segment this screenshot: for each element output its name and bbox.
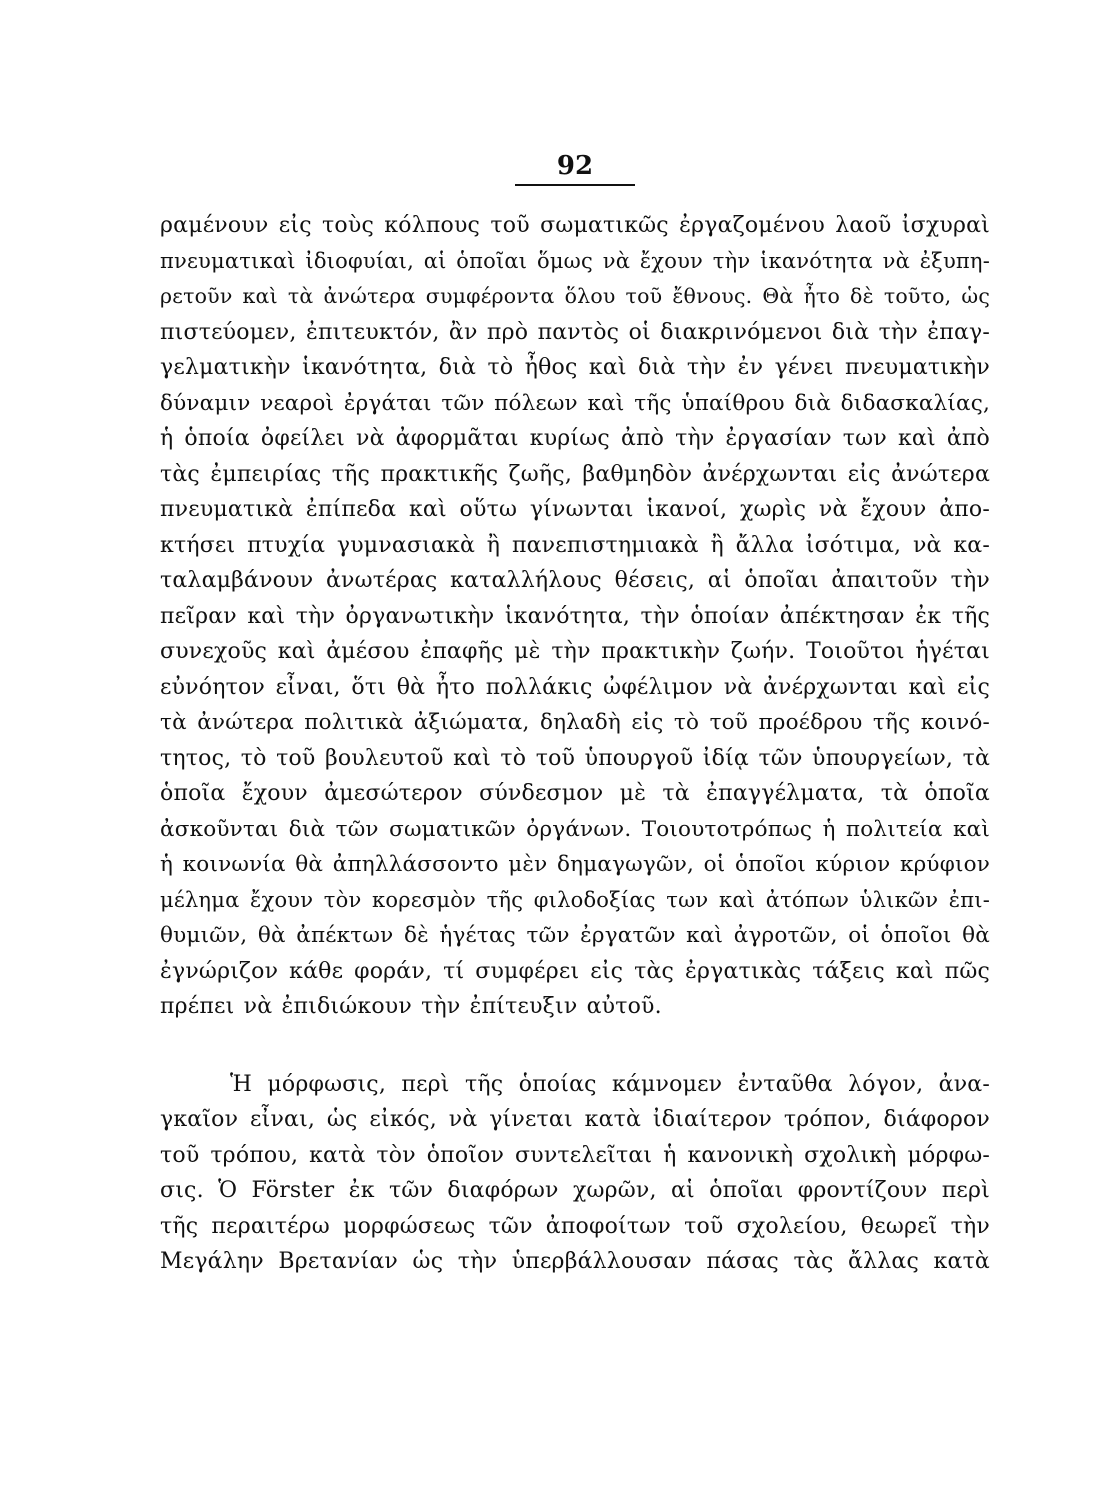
- text-line: Ἡ μόρφωσις, περὶ τῆς ὁποίας κάμνομεν ἐνταῦθα λόγον, ἀνα-: [230, 1071, 990, 1097]
- text-line: πνευματικαὶ ἰδιοφυίαι, αἱ ὁποῖαι ὅμως νὰ ἔχουν τὴν ἱκανότητα νὰ ἐξυπη-: [160, 248, 990, 273]
- text-line: γελματικὴν ἱκανότητα, διὰ τὸ ἦθος καὶ διὰ τὴν ἐν γένει πνευματικὴν: [160, 355, 990, 380]
- text-line: τοῦ τρόπου, κατὰ τὸν ὁποῖον συντελεῖται ἡ κανονικὴ σχολικὴ μόρφω-: [160, 1142, 990, 1168]
- text-line: ταλαμβάνουν ἀνωτέρας καταλλήλους θέσεις, αἱ ὁποῖαι ἀπαιτοῦν τὴν: [160, 568, 990, 593]
- text-line: ὁποῖα ἔχουν ἀμεσώτερον σύνδεσμον μὲ τὰ ἐπαγγέλματα, τὰ ὁποῖα: [160, 781, 990, 806]
- text-line: ραμένουν εἰς τοὺς κόλπους τοῦ σωματικῶς ἐργαζομένου λαοῦ ἰσχυραὶ: [160, 213, 990, 238]
- text-line: πρέπει νὰ ἐπιδιώκουν τὴν ἐπίτευξιν αὐτοῦ.: [160, 994, 662, 1019]
- text-line: τὰ ἀνώτερα πολιτικὰ ἀξιώματα, δηλαδὴ εἰς τὸ τοῦ προέδρου τῆς κοινό-: [160, 710, 990, 735]
- paragraph-1: [160, 208, 990, 1025]
- text-line: συνεχοῦς καὶ ἀμέσου ἐπαφῆς μὲ τὴν πρακτικὴν ζωήν. Τοιοῦτοι ἡγέται: [160, 639, 990, 664]
- text-line: δύναμιν νεαροὶ ἐργάται τῶν πόλεων καὶ τῆς ὑπαίθρου διὰ διδασκαλίας,: [160, 390, 990, 416]
- text-line: ἀσκοῦνται διὰ τῶν σωματικῶν ὀργάνων. Τοιουτοτρόπως ἡ πολιτεία καὶ: [160, 816, 990, 842]
- text-line: ἐγνώριζον κάθε φοράν, τί συμφέρει εἰς τὰς ἐργατικὰς τάξεις καὶ πῶς: [160, 958, 990, 984]
- text-line: ἡ ὁποία ὀφείλει νὰ ἀφορμᾶται κυρίως ἀπὸ τὴν ἐργασίαν των καὶ ἀπὸ: [160, 426, 990, 451]
- page-header: [160, 150, 990, 186]
- text-line: πιστεύομεν, ἐπιτευκτόν, ἂν πρὸ παντὸς οἱ διακρινόμενοι διὰ τὴν ἐπαγ-: [160, 319, 990, 345]
- text-line: τὰς ἐμπειρίας τῆς πρακτικῆς ζωῆς, βαθμηδὸν ἀνέρχωνται εἰς ἀνώτερα: [160, 461, 990, 487]
- text-line: σις. Ὁ Förster ἐκ τῶν διαφόρων χωρῶν, αἱ ὁποῖαι φροντίζουν περὶ: [160, 1178, 990, 1203]
- text-line: ἡ κοινωνία θὰ ἀπηλλάσσοντο μὲν δημαγωγῶν, οἱ ὁποῖοι κύριον κρύφιον: [160, 852, 990, 877]
- text-line: μέλημα ἔχουν τὸν κορεσμὸν τῆς φιλοδοξίας των καὶ ἀτόπων ὑλικῶν ἐπι-: [160, 887, 990, 912]
- text-line: πνευματικὰ ἐπίπεδα καὶ οὕτω γίνωνται ἱκανοί, χωρὶς νὰ ἔχουν ἀπο-: [160, 497, 990, 522]
- text-line: θυμιῶν, θὰ ἀπέκτων δὲ ἡγέτας τῶν ἐργατῶν καὶ ἀγροτῶν, οἱ ὁποῖοι θὰ: [160, 923, 990, 948]
- text-line: τητος, τὸ τοῦ βουλευτοῦ καὶ τὸ τοῦ ὑπουργοῦ ἰδίᾳ τῶν ὑπουργείων, τὰ: [160, 745, 990, 771]
- text-line: τῆς περαιτέρω μορφώσεως τῶν ἀποφοίτων τοῦ σχολείου, θεωρεῖ τὴν: [160, 1213, 990, 1239]
- text-line: πεῖραν καὶ τὴν ὀργανωτικὴν ἱκανότητα, τὴν ὁποίαν ἀπέκτησαν ἐκ τῆς: [160, 603, 990, 629]
- page-content: [160, 150, 990, 1280]
- text-line: κτήσει πτυχία γυμνασιακὰ ἢ πανεπιστημιακὰ ἢ ἄλλα ἰσότιμα, νὰ κα-: [160, 532, 990, 558]
- page-number: 92: [556, 151, 594, 181]
- page-number-rule: [515, 184, 635, 186]
- paragraph-2: [160, 1067, 990, 1280]
- text-line: εὐνόητον εἶναι, ὅτι θὰ ἦτο πολλάκις ὠφέλιμον νὰ ἀνέρχωνται καὶ εἰς: [160, 674, 990, 700]
- text-line: ρετοῦν καὶ τὰ ἀνώτερα συμφέροντα ὅλου τοῦ ἔθνους. Θὰ ἦτο δὲ τοῦτο, ὡς: [160, 284, 990, 308]
- text-line: Μεγάλην Βρετανίαν ὡς τὴν ὑπερβάλλουσαν πάσας τὰς ἄλλας κατὰ: [160, 1249, 990, 1274]
- text-line: γκαῖον εἶναι, ὡς εἰκός, νὰ γίνεται κατὰ ἰδιαίτερον τρόπον, διάφορον: [160, 1107, 990, 1132]
